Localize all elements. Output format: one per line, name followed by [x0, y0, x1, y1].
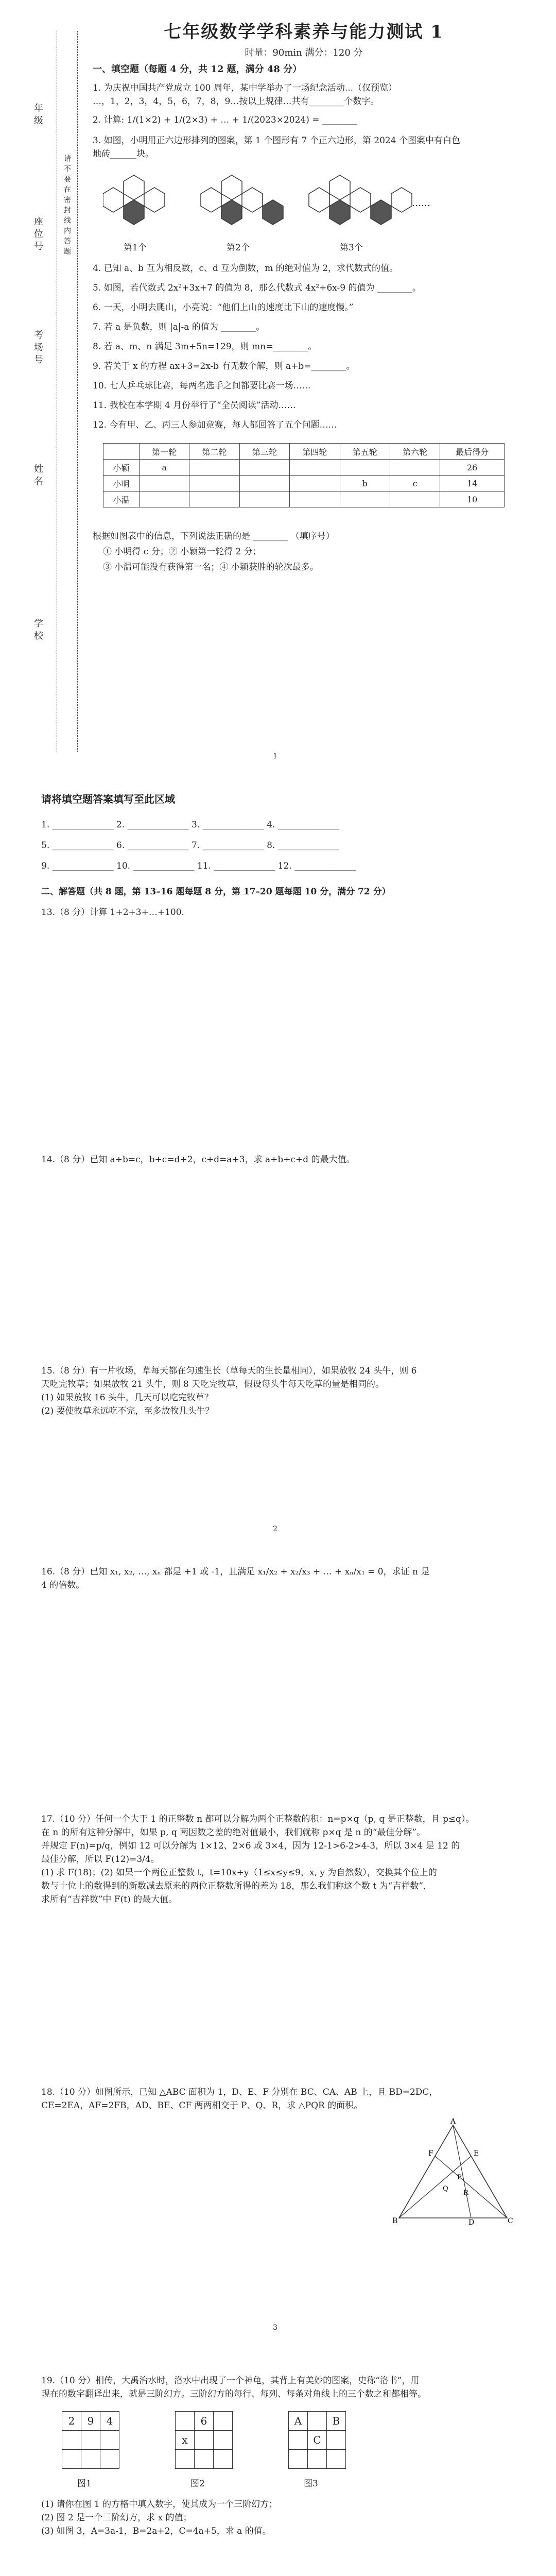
exam-title: 七年级数学学科素养与能力测试 1: [164, 22, 444, 42]
question-16-line: 4 的倍数。: [41, 1580, 85, 1590]
page-number: 3: [273, 2324, 277, 2332]
question-19-line: 现在的数字翻译出来，就是三阶幻方。三阶幻方的每行、每列、每条对角线上的三个数之和都相等。: [41, 2389, 426, 2399]
question-18-line: CE=2EA，AF=2FB，AD、BE、CF 两两相交于 P、Q、R，求 △PQR 的面积。: [41, 2100, 363, 2111]
magic-square-1: 2 9 4: [62, 2411, 119, 2469]
seal-line: [77, 31, 78, 752]
section-2-heading: 二、解答题（共 8 题，第 13–16 题每题 8 分，第 17–20 题每题 10 分，满分 72 分）: [41, 887, 391, 897]
question-17-line: 在 n 的所有这种分解中，如果 p, q 两因数之差的绝对值最小，我们就称 p×q 是 n 的“最佳分解”。: [41, 1827, 426, 1838]
question-15-line: 天吃完牧草；如果放牧 21 头牛，则 8 天吃完牧草，假设每头牛每天吃草的量是相同的。: [41, 1379, 385, 1389]
table-row: 小颖 a 26: [103, 460, 505, 476]
hex-group-1: [103, 175, 165, 225]
page-2: [0, 773, 556, 1546]
question-line: 5. 如图，若代数式 2x²+3x+7 的值为 8，那么代数式 4x²+6x-9 的值为 ________。: [93, 283, 421, 293]
point-label: F: [428, 2149, 433, 2158]
question-line: 8. 若 a、m、n 满足 3m+5n=129，则 mn=________。: [93, 342, 317, 352]
vertex-label: B: [392, 2217, 398, 2225]
score-table: [103, 443, 505, 507]
question-line: 10. 七人乒乓球比赛，每两名选手之间都要比赛一场……: [93, 381, 311, 391]
exam-no-label: 考场号: [32, 330, 43, 367]
hex-group-2: [201, 175, 283, 225]
seal-note: 请不要在密封线内答题: [63, 155, 71, 258]
point-label: E: [474, 2149, 479, 2158]
table-header: 最后得分: [440, 444, 505, 460]
point-label: D: [468, 2218, 475, 2226]
question-19-line: 19.（10 分）相传，大禹治水时，洛水中出现了一个神龟，其背上有美妙的图案，史称“洛书”，用: [41, 2376, 420, 2386]
question-line: 6. 一天，小明去爬山，小亮说：“他们上山的速度比下山的速度慢。”: [93, 302, 354, 313]
table-header: 第二轮: [189, 444, 239, 460]
question-line: 3. 如图，小明用正六边形排列的图案，第 1 个图形有 7 个正六边形，第 2024 个图案中有白色: [93, 135, 460, 146]
answer-row[interactable]: 5. ______________ 6. ______________ 7. ______________ 8. ______________: [41, 840, 339, 851]
grade-label: 年级: [32, 103, 43, 128]
section-1-heading: 一、填空题（每题 4 分，共 12 题，满分 48 分）: [93, 64, 302, 75]
ellipsis: ……: [412, 198, 430, 209]
point-label: Q: [443, 2185, 448, 2193]
hexagon-pattern-figure: [103, 165, 432, 242]
table-header: 第五轮: [340, 444, 390, 460]
question-line: 地砖______块。: [93, 149, 154, 159]
hex-label: 第2个: [227, 243, 250, 253]
figure-label: 图1: [77, 2479, 92, 2489]
question-17-line: 最佳分解，所以 F(12)=3/4。: [41, 1854, 160, 1865]
table-row: 小温 10: [103, 492, 505, 507]
question-line: 根据如图表中的信息，下列说法正确的是 ________ （填序号）: [93, 531, 335, 541]
question-18-line: 18.（10 分）如图所示，已知 △ABC 面积为 1，D、E、F 分别在 BC、CA、AB 上，且 BD=2DC，: [41, 2087, 438, 2097]
seat-label: 座位号: [32, 216, 43, 253]
exam-meta: 时量：90min 满分：120 分: [245, 47, 363, 58]
figure-label: 图3: [304, 2479, 318, 2489]
question-19-line: (2) 图 2 是一个三阶幻方，求 x 的值；: [41, 2513, 192, 2523]
name-label: 姓名: [32, 464, 43, 488]
question-line: ① 小明得 c 分；② 小颖第一轮得 2 分；: [103, 547, 262, 557]
question-line: 7. 若 a 是负数，则 |a|-a 的值为 ________。: [93, 322, 265, 332]
question-17-line: 数与十位上的数得到的新数减去原来的两位正整数所得的差为 18，那么我们称这个数 t 为“吉祥数”，: [41, 1881, 432, 1891]
figure-label: 图2: [190, 2479, 205, 2489]
answer-area-title: 请将填空题答案填写至此区域: [41, 793, 175, 805]
question-15-line: (2) 要使牧草永远吃不完，至多放牧几头牛？: [41, 1406, 214, 1416]
question-line: ③ 小温可能没有获得第一名；④ 小颖获胜的轮次最多。: [103, 562, 319, 572]
school-label: 学校: [32, 618, 43, 643]
question-19-line: (1) 请你在图 1 的方格中填入数字，使其成为一个三阶幻方；: [41, 2499, 278, 2510]
magic-square-3: A B C: [288, 2411, 346, 2469]
vertex-label: C: [508, 2217, 513, 2225]
hex-label: 第3个: [340, 243, 363, 253]
question-line: 11. 我校在本学期 4 月份举行了“全员阅读”活动……: [93, 400, 296, 411]
triangle-figure: [391, 2117, 515, 2226]
table-row: 小明 b c 14: [103, 476, 505, 492]
page-number: 2: [273, 1525, 277, 1533]
point-label: R: [463, 2189, 468, 2197]
question-19-line: (3) 如图 3，A=3a-1，B=2a+2，C=4a+5，求 a 的值。: [41, 2526, 271, 2536]
table-header: 第六轮: [390, 444, 440, 460]
question-15-line: (1) 如果放牧 16 头牛，几天可以吃完牧草？: [41, 1393, 213, 1403]
hex-group-3: [309, 175, 412, 225]
question-17-line: (1) 求 F(18)；(2) 如果一个两位正整数 t，t=10x+y（1≤x≤y≤9，x, y 为自然数），交换其个位上的: [41, 1868, 437, 1878]
question-17-line: 求所有“吉祥数”中 F(t) 的最大值。: [41, 1894, 178, 1905]
question-line: 2. 计算: 1/(1×2) + 1/(2×3) + … + 1/(2023×2024) = ________: [93, 115, 357, 125]
table-header: 第四轮: [290, 444, 340, 460]
question-16-line: 16.（8 分）已知 x₁, x₂, …, xₙ 都是 +1 或 -1，且满足 x₁/x₂ + x₂/x₃ + … + xₙ/x₁ = 0，求证 n 是: [41, 1567, 430, 1577]
question-line: 9. 若关于 x 的方程 ax+3=2x-b 有无数个解，则 a+b=________。: [93, 361, 355, 371]
question-line: 1. 为庆祝中国共产党成立 100 周年，某中学举办了一场纪念活动...（仅预览）: [93, 83, 397, 93]
question-13: 13.（8 分）计算 1+2+3+…+100.: [41, 907, 184, 918]
question-line: 12. 今有甲、乙、丙三人参加竞赛，每人都回答了五个问题……: [93, 420, 337, 430]
table-header: 第三轮: [239, 444, 289, 460]
page-3: [0, 1546, 556, 2344]
vertex-label: A: [450, 2117, 456, 2126]
question-line: …，1，2，3，4，5，6，7，8，9…按以上规律…共有________个数字。: [93, 96, 379, 107]
page-number: 1: [273, 752, 277, 760]
magic-square-2: 6 x: [175, 2411, 233, 2469]
question-line: 4. 已知 a、b 互为相反数，c、d 互为倒数，m 的绝对值为 2，求代数式的值。: [93, 263, 398, 274]
table-header-row: [103, 444, 505, 460]
point-label: P: [457, 2174, 462, 2181]
table-header: [103, 444, 140, 460]
hex-label: 第1个: [124, 243, 147, 253]
page-4: [0, 2344, 556, 2576]
question-14: 14.（8 分）已知 a+b=c，b+c=d+2，c+d=a+3，求 a+b+c+d 的最大值。: [41, 1155, 355, 1165]
page-1: [0, 0, 556, 773]
answer-row[interactable]: 9. ______________ 10. ______________ 11. ______________ 12. ______________: [41, 861, 356, 871]
table-header: 第一轮: [140, 444, 189, 460]
question-17-line: 并规定 F(n)=p/q，例如 12 可以分解为 1×12、2×6 或 3×4，因为 12-1>6-2>4-3，所以 3×4 是 12 的: [41, 1841, 460, 1851]
question-17-line: 17.（10 分）任何一个大于 1 的正整数 n 都可以分解为两个正整数的积：n=p×q（p, q 是正整数，且 p≤q）。: [41, 1814, 475, 1824]
answer-row[interactable]: 1. ______________ 2. ______________ 3. ______________ 4. ______________: [41, 820, 339, 830]
question-15-line: 15.（8 分）有一片牧场，草每天都在匀速生长（草每天的生长量相同），如果放牧 24 头牛，则 6: [41, 1366, 417, 1376]
